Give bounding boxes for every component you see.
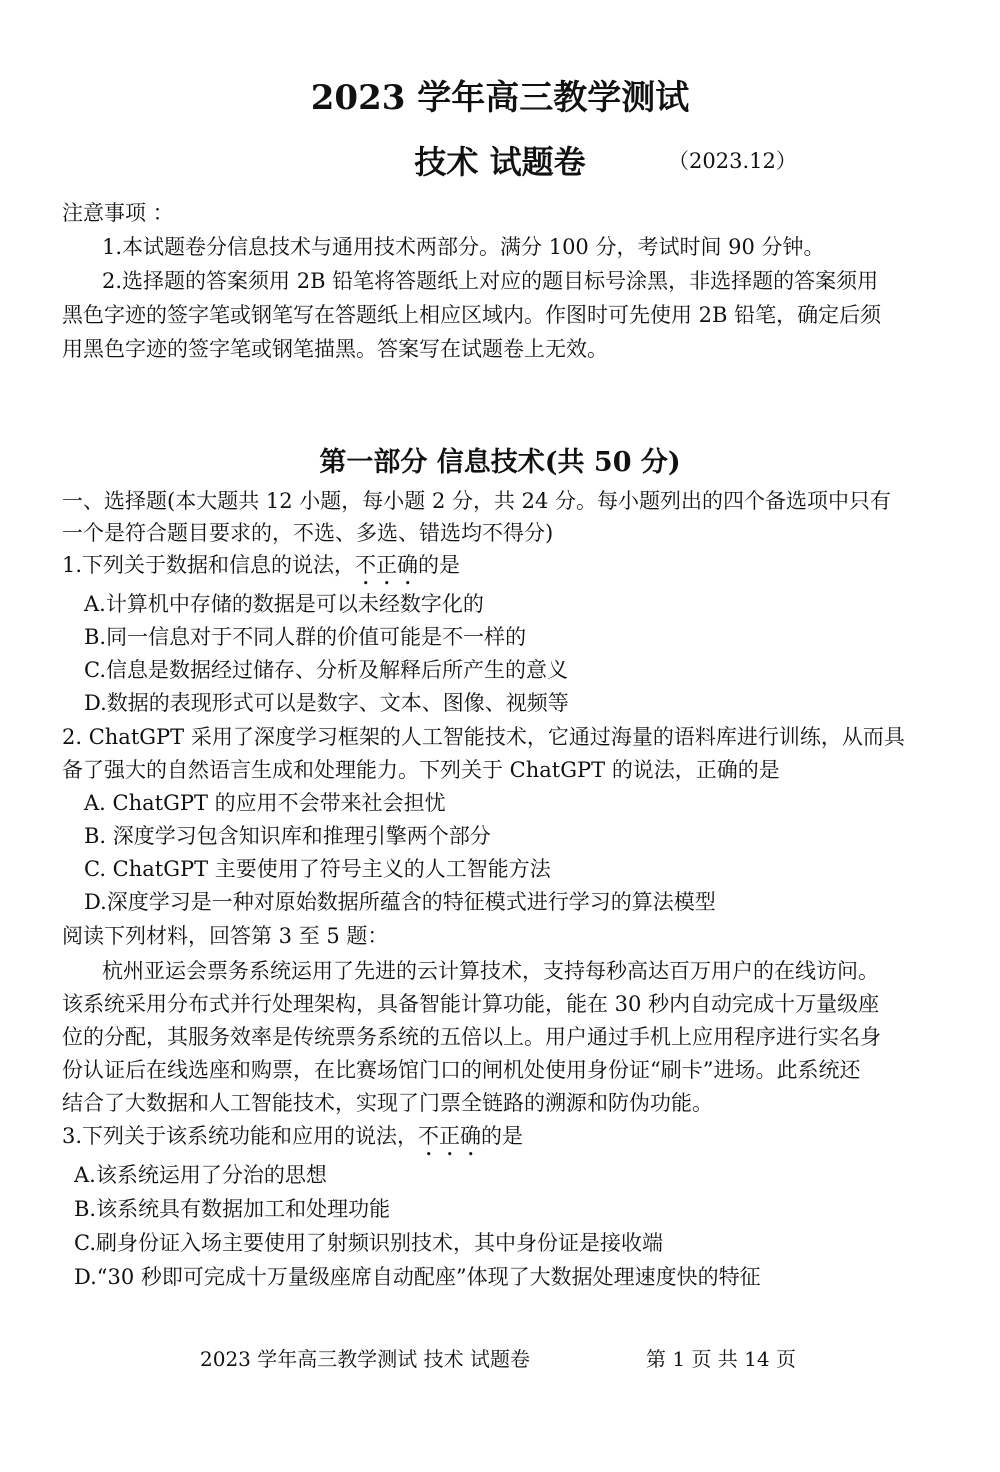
section-title: 第一部分 信息技术(共 50 分) — [319, 447, 681, 478]
exam-date: （2023.12） — [668, 149, 797, 173]
notice-item-2-line-1: 2.选择题的答案须用 2B 铅笔将答题纸上对应的题目标号涂黑，非选择题的答案须用 — [102, 269, 879, 293]
question-3-option-d: D.“30 秒即可完成十万量级座席自动配座”体现了大数据处理速度快的特征 — [74, 1265, 761, 1289]
question-1-option-c: C.信息是数据经过储存、分析及解释后所产生的意义 — [84, 658, 568, 682]
question-3-stem-pre: 3.下列关于该系统功能和应用的说法， — [62, 1124, 419, 1148]
question-1-stem — [62, 550, 942, 590]
notice-heading: 注意事项 ： — [62, 201, 174, 225]
question-3-option-b: B.该系统具有数据加工和处理功能 — [74, 1197, 391, 1221]
question-3-option-c: C.刷身份证入场主要使用了射频识别技术，其中身份证是接收端 — [74, 1231, 663, 1255]
question-1-stem-emphasis: 不正确 — [355, 553, 419, 577]
material-paragraph-line-3: 位的分配，其服务效率是传统票务系统的五倍以上。用户通过手机上应用程序进行实名身 — [62, 1025, 881, 1049]
material-paragraph-line-1: 杭州亚运会票务系统运用了先进的云计算技术，支持每秒高达百万用户的在线访问。 — [102, 959, 879, 983]
question-3-option-a: A.该系统运用了分治的思想 — [74, 1163, 327, 1187]
section-intro-line-2: 一个是符合题目要求的，不选、多选、错选均不得分) — [62, 521, 554, 545]
question-2-stem-line-2: 备了强大的自然语言生成和处理能力。下列关于 ChatGPT 的说法，正确的是 — [62, 758, 780, 782]
question-1-stem-pre: 1.下列关于数据和信息的说法， — [62, 553, 356, 577]
question-2-option-d: D.深度学习是一种对原始数据所蕴含的特征模式进行学习的算法模型 — [84, 890, 716, 914]
question-1-option-a: A.计算机中存储的数据是可以未经数字化的 — [84, 592, 484, 616]
question-1-option-b: B.同一信息对于不同人群的价值可能是不一样的 — [84, 625, 527, 649]
footer-page-number: 第 1 页 共 14 页 — [646, 1347, 796, 1371]
question-3-stem — [62, 1121, 942, 1161]
question-2-option-b: B. 深度学习包含知识库和推理引擎两个部分 — [84, 824, 491, 848]
question-2-stem-line-1: 2. ChatGPT 采用了深度学习框架的人工智能技术，它通过海量的语料库进行训练，从而具 — [62, 725, 905, 749]
section-intro-line-1: 一、选择题(本大题共 12 小题，每小题 2 分，共 24 分。每小题列出的四个备选项中只有 — [62, 489, 892, 513]
question-3-stem-emphasis: 不正确 — [418, 1124, 482, 1148]
question-2-option-c: C. ChatGPT 主要使用了符号主义的人工智能方法 — [84, 857, 551, 881]
question-3-stem-post: 的是 — [481, 1124, 524, 1148]
page-subtitle: 技术 试题卷 — [414, 143, 586, 181]
notice-item-2-line-2: 黑色字迹的签字笔或钢笔写在答题纸上相应区域内。作图时可先使用 2B 铅笔，确定后须 — [62, 303, 882, 327]
question-2-option-a: A. ChatGPT 的应用不会带来社会担忧 — [84, 791, 446, 815]
notice-item-1: 1.本试题卷分信息技术与通用技术两部分。满分 100 分，考试时间 90 分钟。 — [102, 235, 825, 259]
question-1-stem-post: 的是 — [418, 553, 461, 577]
material-lead: 阅读下列材料，回答第 3 至 5 题： — [62, 924, 389, 948]
material-paragraph-line-4: 份认证后在线选座和购票，在比赛场馆门口的闸机处使用身份证“刷卡”进场。此系统还 — [62, 1058, 861, 1082]
page-title: 2023 学年高三教学测试 — [310, 78, 690, 118]
material-paragraph-line-2: 该系统采用分布式并行处理架构，具备智能计算功能，能在 30 秒内自动完成十万量级座 — [62, 992, 880, 1016]
question-1-option-d: D.数据的表现形式可以是数字、文本、图像、视频等 — [84, 691, 569, 715]
footer-title: 2023 学年高三教学测试 技术 试题卷 — [200, 1347, 530, 1371]
material-paragraph-line-5: 结合了大数据和人工智能技术，实现了门票全链路的溯源和防伪功能。 — [62, 1091, 713, 1115]
notice-item-2-line-3: 用黑色字迹的签字笔或钢笔描黑。答案写在试题卷上无效。 — [62, 337, 608, 361]
